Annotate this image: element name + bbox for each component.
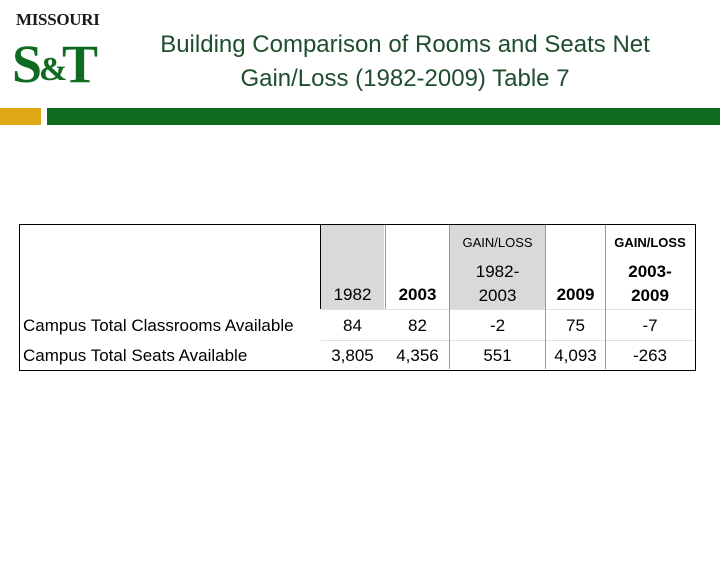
header-bar-green [47, 108, 720, 125]
header-1982: 1982 [333, 285, 372, 304]
slide-title: Building Comparison of Rooms and Seats Net Gain/Loss (1982-2009) Table 7 [160, 31, 650, 92]
logo-st-mark [12, 30, 112, 92]
row-label-classrooms: Campus Total Classrooms Available [23, 316, 294, 335]
svg-text:S: S [12, 34, 43, 92]
header-gain-loss-1: GAIN/LOSS [462, 235, 533, 250]
logo-wordmark: MISSOURI [16, 10, 100, 29]
cell-classrooms-2003: 82 [408, 316, 427, 335]
header-period-1982-2003: 1982-2003 [475, 262, 520, 305]
header-gain-loss-2: GAIN/LOSS [614, 235, 686, 250]
missouri-st-logo [12, 10, 112, 90]
row-label-seats: Campus Total Seats Available [23, 346, 248, 365]
svg-text:&: & [39, 51, 68, 88]
cell-seats-2009: 4,093 [554, 346, 597, 365]
cell-seats-gain2: -263 [632, 346, 668, 365]
header-2003: 2003 [398, 285, 437, 304]
comparison-table [19, 224, 695, 370]
cell-classrooms-1982: 84 [343, 316, 362, 335]
cell-seats-gain1: 551 [483, 346, 512, 365]
header-bar-gold [0, 108, 41, 125]
header-period-2003-2009: 2003-2009 [628, 262, 672, 305]
cell-seats-2003: 4,356 [396, 346, 439, 365]
svg-text:T: T [62, 34, 99, 92]
cell-classrooms-gain1: -2 [489, 316, 506, 335]
cell-classrooms-2009: 75 [566, 316, 585, 335]
cell-seats-1982: 3,805 [331, 346, 374, 365]
header-2009: 2009 [556, 285, 595, 304]
cell-classrooms-gain2: -7 [642, 316, 658, 335]
table-border [19, 224, 696, 371]
